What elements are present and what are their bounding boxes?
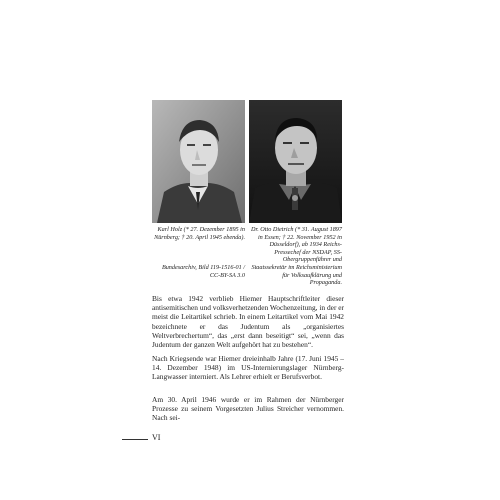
page-number: VI (152, 433, 161, 442)
paragraph-1: Bis etwa 1942 verblieb Hiemer Hauptschriftleiter dieser antisemitischen und volksverhetzenden Wochenzeitung, in der er meist die Leitartikel schrieb. In einem Leitartikel vom Mai 1942 bezeichnete er das Judentum als „organisiertes Weltverbrechertum“, das „erst dann beseitigt“ sei, „wenn das Judentum der ganzen Welt aufgehört hat zu bestehen“. (152, 294, 344, 350)
portrait-otto-dietrich (249, 100, 342, 223)
footer-rule (122, 439, 148, 440)
caption-left-credit: Bundesarchiv, Bild 119-1516-01 / CC-BY-SA 3.0 (161, 264, 245, 279)
caption-right: Dr. Otto Dietrich (* 31. August 1897 in Essen; † 22. November 1952 in Düsseldorf), ab 1934 Reichs-Pressechef der NSDAP, SS-Obergruppenführer und Staatssekretär im Reichsministerium für Volksaufklärung und Propaganda. (251, 226, 342, 287)
paragraph-2: Nach Kriegsende war Hiemer dreieinhalb Jahre (17. Juni 1945 – 14. Dezember 1948) im US-Internierungslager Nürnberg-Langwasser interniert. Als Lehrer erhielt er Berufsverbot. (152, 354, 344, 382)
portrait-karl-holz (152, 100, 245, 223)
paragraph-3: Am 30. April 1946 wurde er im Rahmen der Nürnberger Prozesse zu seinem Vorgesetzten Julius Streicher vernommen. Nach sei- (152, 395, 344, 423)
portrait-otto-dietrich-image (249, 100, 342, 223)
caption-left: Karl Holz (* 27. Dezember 1895 in Nürnberg; † 20. April 1945 ebenda). (154, 226, 245, 241)
portrait-karl-holz-image (152, 100, 245, 223)
